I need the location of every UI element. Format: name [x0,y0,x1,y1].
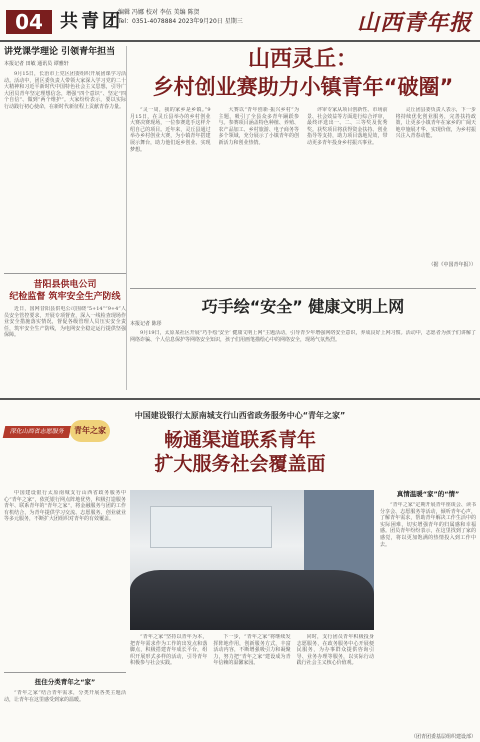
page-number: 04 [6,10,52,34]
lead-source: （据《中国青年报》） [428,262,476,268]
bottom-col-1: “青年之家”坚持以青年为本，把青年需求作为工作的出发点和落脚点，积极搭建青年成长平台，组织开展形式多样的活动，引导青年积极参与社会实践。 [130,634,208,667]
bottom-headline-line1: 畅通渠道联系青年 [163,429,316,451]
bottom-kicker: 中国建设银行太原南城支行山西省政务服务中心“青年之家” [134,411,346,420]
mid-headline: 巧手绘“安全” 健康文明上网 [201,297,405,316]
masthead [0,0,480,42]
article2-body: 近日，国网昔阳县供电公司围绕“5+14”“9+4”人员安全管控要求，开展专项督查，深入一线检查现场作业安全措施落实情况，督促各级管理人员压实安全责任，筑牢安全生产防线，为电网安全稳定运行提供坚强保障。 [4,306,126,339]
divider [4,273,126,274]
editor-line: 编辑 冯娜 校对 李伍 美编 陈贺 [118,9,200,16]
divider [0,398,480,400]
bottom-headline-line2: 扩大服务社会覆盖面 [154,453,326,475]
bottom-col-2: 下一步，“青年之家”将继续发挥阵地作用，创新服务方式，丰富活动内容，不断增强吸引力和凝聚力，努力把“青年之家”建设成为青年信赖的温馨家园。 [213,634,291,667]
section-title: 共青团 [60,11,123,32]
photo-audience [130,570,374,630]
phone-date-line: Tel：0351-4078884 2023年9月20日 星期三 [118,18,243,25]
lead-col-3: 评审专家从项目创新性、市场前景、社会效益等方面进行综合评审，最终评选出一、二、三等奖及优秀奖。获奖项目将获得资金扶持、创业指导等支持，助力项目落地见效，带动更多青年投身乡村振兴事业。 [307,107,388,146]
bottom-right-subhead: 真情温暖“家”的“情” [396,490,460,498]
bottom-col-3: 同时，支行团员青年积极投身志愿服务，在政务服务中心开展便民服务，为办事群众提供咨询引导、业务办理等服务，以实际行动践行社会主义核心价值观。 [296,634,374,667]
lead-headline-line2: 乡村创业赛助力小镇青年“破圈” [152,75,454,99]
youth-home-badge: 青年之家 [70,420,110,442]
lead-article-columns [130,107,476,261]
article1-byline: 本报记者 田敏 通讯员 谭雅轩 [4,61,69,67]
bottom-article-columns [130,634,374,738]
bottom-left-column [4,490,126,738]
divider [130,288,476,289]
lead-col-2: 大赛以“青年创新·振兴乡村”为主题，吸引了全县众多青年踊跃参与。参赛项目涵盖特色种植、养殖、农产品加工、乡村旅游、电子商务等多个领域，充分展示了小镇青年的创新活力和创业热情。 [218,107,299,146]
divider [4,672,126,673]
bottom-left-body2: “青年之家”结合青年需求，分类开展各类主题活动，让青年在这里感受到家的温暖。 [4,690,126,703]
article2-headline: 昔阳县供电公司 纪检监督 筑牢安全生产防线 [9,280,121,302]
bottom-right-body: “青年之家”定期开展青年座谈会、读书分享会、志愿服务等活动，倾听青年心声，了解青年需求，帮助青年解决工作生活中的实际困难，切实增强青年的归属感和幸福感。团员青年纷纷表示，在这里找到了家的感觉，将以更加饱满的热情投入到工作中去。 [380,502,476,548]
mid-byline: 本报记者 陈彤 [130,321,162,327]
newspaper-brand-logo: 山西青年报 [356,10,472,36]
article1-headline: 讲党课学理论 引领青年担当 [4,47,116,57]
bottom-right-column [380,490,476,738]
lead-headline-line1: 山西灵丘： [247,47,358,72]
masthead-meta [118,8,243,26]
lead-col-1: “灵一周，我的家乡是乡镇。”9月15日，在灵丘县举办的乡村创业大赛决赛现场，一位参赛选手这样介绍自己的项目。近年来，灵丘县通过举办乡村创业大赛，为小镇青年搭建展示舞台，助力他们返乡创业、实现梦想。 [130,107,211,153]
column-tag: 深化山西省志愿服务 [3,426,72,438]
lead-col-4: 灵丘团县委负责人表示，下一步将持续优化创业服务，完善扶持政策，让更多小镇青年在家乡的广阔天地中施展才华、实现价值，为乡村振兴注入青春动能。 [395,107,476,140]
mid-body: 9月19日，太原某社区开展“巧手绘‘安全’ 健康文明上网”主题活动，引导青少年增强网络安全意识，养成良好上网习惯。活动中，志愿者为孩子们讲解了网络诈骗、个人信息保护等网络安全知识，孩子们用画笔描绘心中的网络安全，现场气氛热烈。 [130,330,476,343]
bottom-source: （团青团委基层组织建设部） [410,734,476,740]
event-photo [130,490,374,630]
left-column [4,46,127,390]
photo-wall-screen [150,506,272,548]
article1-body: 9月15日，长治市上党区团委组织开展团课学习活动。活动中，团区委负责人带领大家深入学习党的二十大精神和习近平新时代中国特色社会主义思想，引导广大团员青年坚定理想信念，增强“四个意识”、坚定“四个自信”、做到“两个维护”。大家纷纷表示，要以实际行动践行初心使命，在新时代新征程上贡献青春力量。 [4,71,126,110]
lead-article [130,46,476,274]
mid-article [130,296,476,390]
bottom-left-subhead: 扭住分类青年之“家” [34,678,96,686]
bottom-left-body: 中国建设银行太原南城支行山西省政务服务中心“青年之家”，依托银行网点阵地优势，积极打造服务青年、联系青年的“青年之家”，将金融服务与团的工作有机结合，为青年提供学习交流、志愿服务、创业就业等多元服务，不断扩大团组织对青年的有效覆盖。 [4,490,126,523]
